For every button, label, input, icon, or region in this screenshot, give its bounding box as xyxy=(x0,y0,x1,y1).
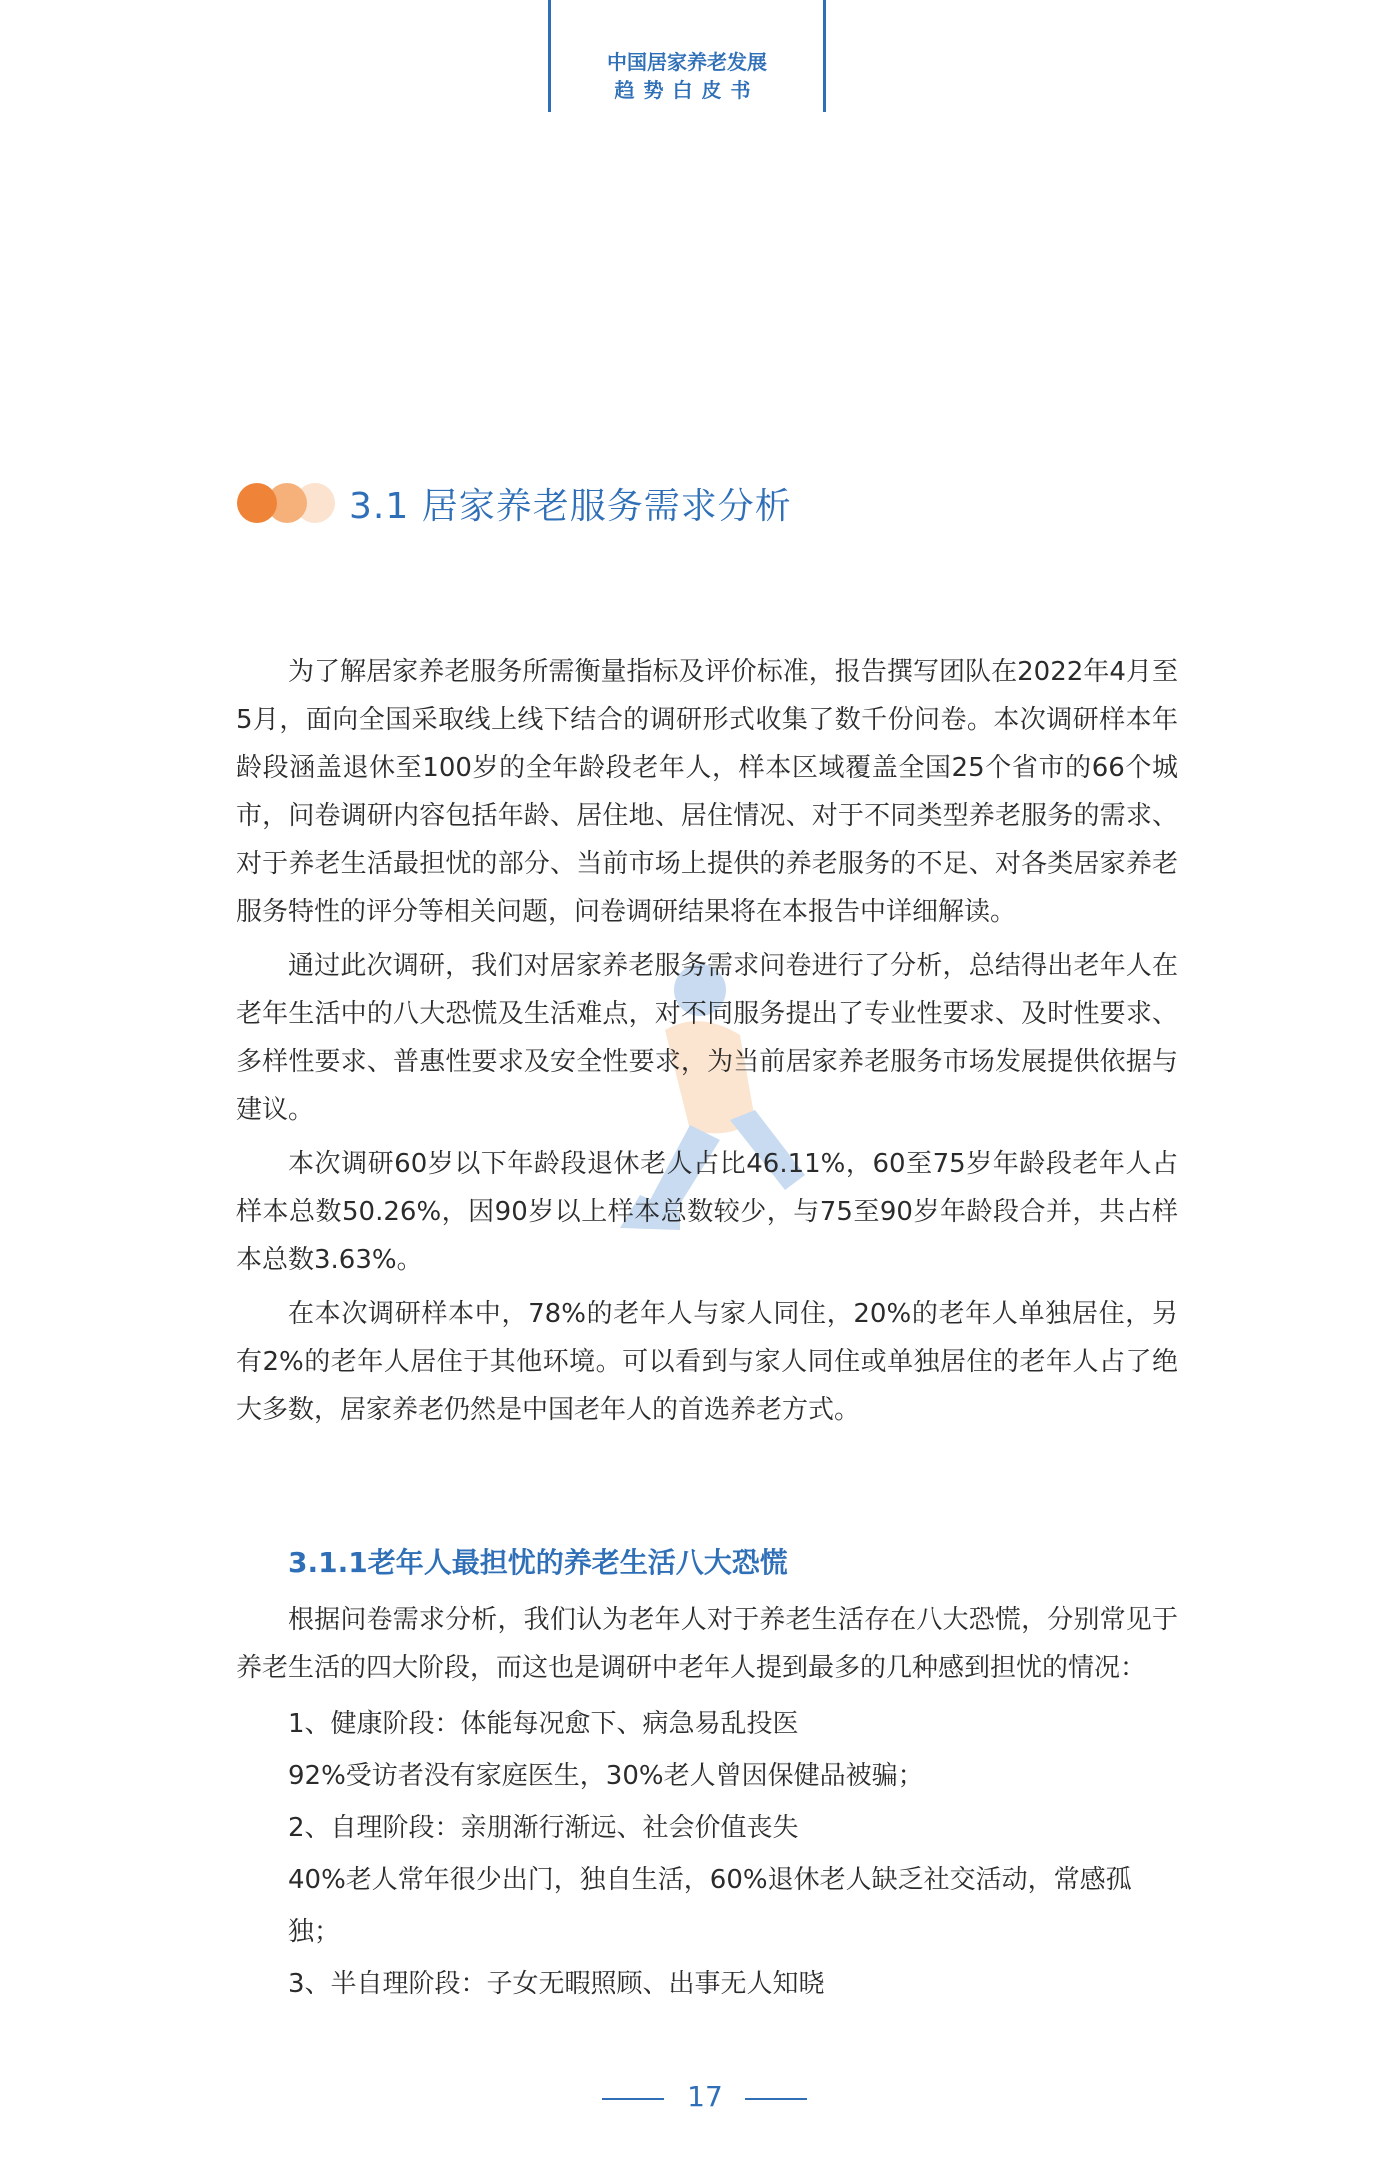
bullet-dot-dark xyxy=(237,483,277,523)
running-header xyxy=(551,48,823,104)
footer-rule-right xyxy=(745,2098,807,2100)
paragraph: 为了解居家养老服务所需衡量指标及评价标准，报告撰写团队在2022年4月至5月，面向全国采取线上线下结合的调研形式收集了数千份问卷。本次调研样本年龄段涵盖退休至100岁的全年龄段老年人，样本区域覆盖全国25个省市的66个城市，问卷调研内容包括年龄、居住地、居住情况、对于不同类型养老服务的需求、对于养老生活最担忧的部分、当前市场上提供的养老服务的不足、对各类居家养老服务特性的评分等相关问题，问卷调研结果将在本报告中详细解读。 xyxy=(236,657,1178,927)
page-footer xyxy=(0,2078,1400,2118)
section-title: 3.1 居家养老服务需求分析 xyxy=(349,485,792,527)
section-heading xyxy=(235,475,792,531)
section-bullet-dots-icon xyxy=(235,481,339,525)
list-item: 3、半自理阶段：子女无暇照顾、出事无人知晓 xyxy=(288,1969,825,1999)
paragraph: 在本次调研样本中，78%的老年人与家人同住，20%的老年人单独居住，另有2%的老年人居住于其他环境。可以看到与家人同住或单独居住的老年人占了绝大多数，居家养老仍然是中国老年人的首选养老方式。 xyxy=(236,1299,1178,1425)
body-text xyxy=(236,648,1178,1434)
list-item: 92%受访者没有家庭医生，30%老人曾因保健品被骗； xyxy=(288,1761,924,1791)
list-item: 40%老人常年很少出门，独自生活，60%退休老人缺乏社交活动，常感孤独； xyxy=(288,1865,1132,1947)
list-item: 1、健康阶段：体能每况愈下、病急易乱投医 xyxy=(288,1709,799,1739)
header-divider-right xyxy=(823,0,826,112)
footer-rule-left xyxy=(602,2098,664,2100)
list-item: 2、自理阶段：亲朋渐行渐远、社会价值丧失 xyxy=(288,1813,799,1843)
subsection-body xyxy=(236,1596,1178,2010)
paragraph: 通过此次调研，我们对居家养老服务需求问卷进行了分析，总结得出老年人在老年生活中的八大恐慌及生活难点，对不同服务提出了专业性要求、及时性要求、多样性要求、普惠性要求及安全性要求，为当前居家养老服务市场发展提供依据与建议。 xyxy=(236,951,1178,1125)
subsection-title: 3.1.1老年人最担忧的养老生活八大恐慌 xyxy=(288,1546,788,1579)
running-header-line1: 中国居家养老发展 xyxy=(607,50,767,74)
page-number: 17 xyxy=(687,2080,723,2113)
running-header-line2: 趋势白皮书 xyxy=(614,78,760,102)
subsection-intro: 根据问卷需求分析，我们认为老年人对于养老生活存在八大恐慌，分别常见于养老生活的四大阶段，而这也是调研中老年人提到最多的几种感到担忧的情况： xyxy=(236,1605,1178,1683)
paragraph: 本次调研60岁以下年龄段退休老人占比46.11%，60至75岁年龄段老年人占样本总数50.26%，因90岁以上样本总数较少，与75至90岁年龄段合并，共占样本总数3.63%。 xyxy=(236,1149,1178,1275)
